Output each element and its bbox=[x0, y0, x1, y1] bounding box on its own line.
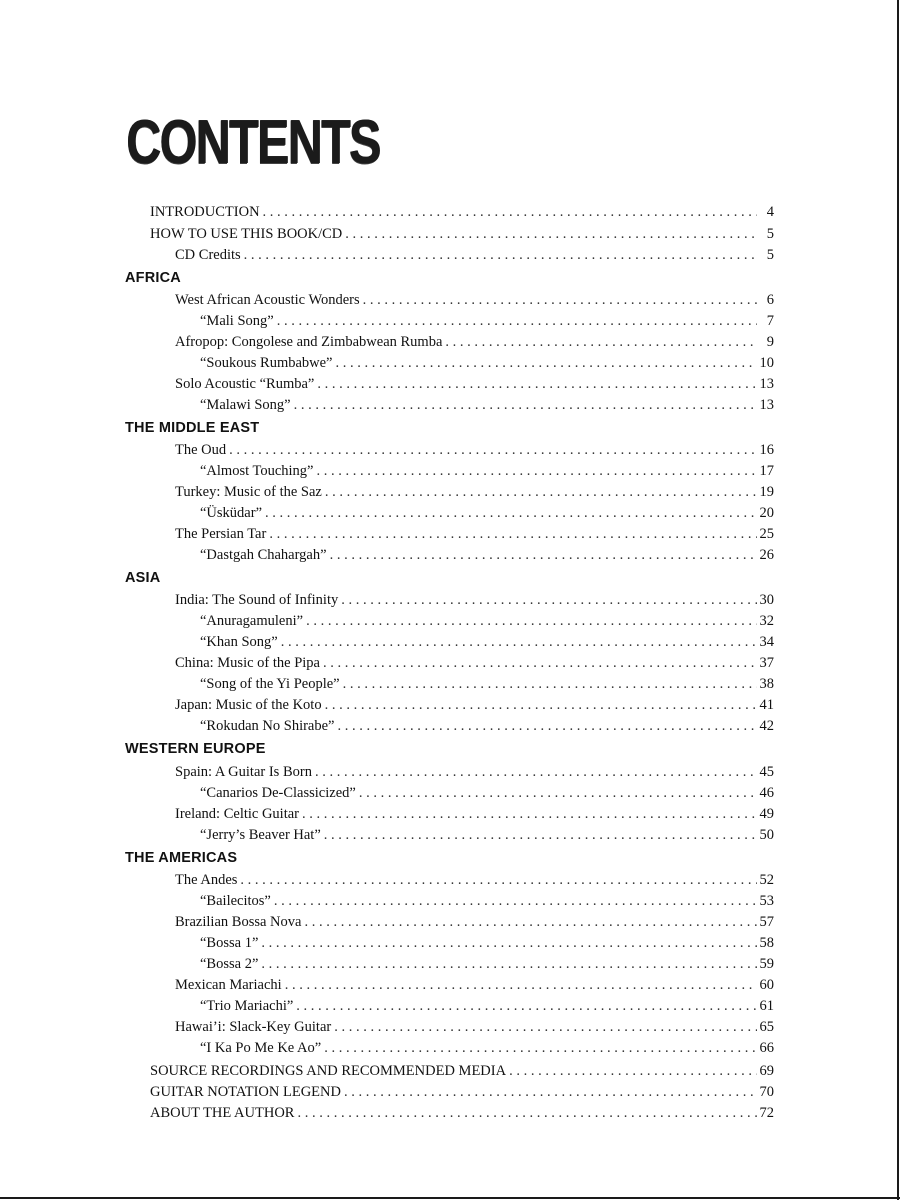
toc-entry-label: “Malawi Song” bbox=[200, 397, 291, 413]
leader-dots bbox=[302, 804, 756, 825]
section-heading-middle-east: THE MIDDLE EAST bbox=[125, 420, 260, 436]
leader-dots bbox=[324, 825, 757, 846]
toc-entry[interactable] bbox=[200, 311, 774, 332]
leader-dots bbox=[274, 891, 757, 912]
toc-entry-label: “Mali Song” bbox=[200, 313, 274, 329]
leader-dots bbox=[304, 912, 756, 933]
toc-entry-label: “I Ka Po Me Ke Ao” bbox=[200, 1040, 322, 1056]
leader-dots bbox=[244, 245, 757, 266]
toc-entry[interactable] bbox=[150, 202, 774, 223]
toc-entry-label: CD Credits bbox=[175, 247, 241, 263]
leader-dots bbox=[344, 1082, 757, 1103]
toc-entry-label: “Jerry’s Beaver Hat” bbox=[200, 827, 321, 843]
leader-dots bbox=[325, 695, 757, 716]
toc-entry-label: Mexican Mariachi bbox=[175, 977, 282, 993]
toc-entry-label: Ireland: Celtic Guitar bbox=[175, 806, 300, 822]
toc-entry-page: 60 bbox=[759, 977, 774, 993]
toc-entry-label: INTRODUCTION bbox=[150, 204, 260, 220]
toc-entry-page: 9 bbox=[766, 334, 774, 350]
toc-entry-label: GUITAR NOTATION LEGEND bbox=[150, 1084, 341, 1100]
toc-entry-page: 50 bbox=[759, 827, 774, 843]
toc-entry[interactable] bbox=[200, 353, 774, 374]
leader-dots bbox=[317, 374, 756, 395]
toc-entry[interactable] bbox=[200, 461, 774, 482]
toc-entry[interactable] bbox=[175, 1017, 774, 1038]
toc-entry[interactable] bbox=[200, 1038, 774, 1059]
toc-entry[interactable] bbox=[175, 332, 774, 353]
toc-entry-label: Afropop: Congolese and Zimbabwean Rumba bbox=[175, 334, 443, 350]
leader-dots bbox=[281, 632, 757, 653]
leader-dots bbox=[306, 611, 756, 632]
toc-entry[interactable] bbox=[200, 395, 774, 416]
toc-entry-page: 65 bbox=[759, 1019, 774, 1035]
toc-entry-label: Solo Acoustic “Rumba” bbox=[175, 376, 315, 392]
toc-entry-page: 4 bbox=[766, 204, 774, 220]
toc-entry[interactable] bbox=[175, 870, 774, 891]
toc-entry-label: The Persian Tar bbox=[175, 526, 267, 542]
toc-entry-label: “Song of the Yi People” bbox=[200, 676, 340, 692]
toc-entry[interactable] bbox=[200, 825, 774, 846]
leader-dots bbox=[323, 653, 757, 674]
leader-dots bbox=[341, 590, 756, 611]
toc-entry[interactable] bbox=[175, 482, 774, 503]
toc-entry[interactable] bbox=[175, 912, 774, 933]
toc-entry[interactable] bbox=[150, 1103, 774, 1124]
toc-entry[interactable] bbox=[175, 653, 774, 674]
toc-entry-label: “Bossa 2” bbox=[200, 956, 259, 972]
leader-dots bbox=[261, 954, 756, 975]
toc-entry-page: 13 bbox=[759, 397, 774, 413]
toc-entry[interactable] bbox=[175, 695, 774, 716]
toc-entry[interactable] bbox=[150, 1082, 774, 1103]
toc-entry[interactable] bbox=[175, 590, 774, 611]
toc-entry-page: 7 bbox=[766, 313, 774, 329]
toc-entry-page: 16 bbox=[759, 442, 774, 458]
toc-entry-page: 53 bbox=[759, 893, 774, 909]
toc-entry-page: 69 bbox=[759, 1063, 774, 1079]
toc-entry-page: 30 bbox=[759, 592, 774, 608]
leader-dots bbox=[265, 503, 756, 524]
toc-entry[interactable] bbox=[200, 632, 774, 653]
leader-dots bbox=[297, 1103, 756, 1124]
toc-entry-page: 45 bbox=[759, 764, 774, 780]
leader-dots bbox=[269, 524, 756, 545]
leader-dots bbox=[296, 996, 756, 1017]
toc-entry-page: 42 bbox=[759, 718, 774, 734]
page-title: CONTENTS bbox=[126, 108, 380, 177]
toc-entry-page: 25 bbox=[759, 526, 774, 542]
toc-entry-page: 10 bbox=[759, 355, 774, 371]
toc-entry[interactable] bbox=[200, 716, 774, 737]
toc-entry-page: 57 bbox=[759, 914, 774, 930]
leader-dots bbox=[240, 870, 756, 891]
toc-entry-label: The Andes bbox=[175, 872, 238, 888]
toc-entry-label: India: The Sound of Infinity bbox=[175, 592, 339, 608]
toc-entry-page: 5 bbox=[766, 226, 774, 242]
leader-dots bbox=[338, 716, 757, 737]
leader-dots bbox=[325, 482, 757, 503]
toc-entry-label: “Canarios De-Classicized” bbox=[200, 785, 356, 801]
leader-dots bbox=[229, 440, 756, 461]
section-heading-americas: THE AMERICAS bbox=[125, 850, 238, 866]
toc-entry[interactable] bbox=[175, 374, 774, 395]
toc-entry-label: “Rokudan No Shirabe” bbox=[200, 718, 335, 734]
toc-entry-page: 20 bbox=[759, 505, 774, 521]
toc-entry[interactable] bbox=[150, 1061, 774, 1082]
leader-dots bbox=[359, 783, 757, 804]
toc-entry-page: 13 bbox=[759, 376, 774, 392]
toc-entry[interactable] bbox=[175, 762, 774, 783]
toc-entry-page: 61 bbox=[759, 998, 774, 1014]
toc-entry-label: China: Music of the Pipa bbox=[175, 655, 320, 671]
toc-entry-page: 37 bbox=[759, 655, 774, 671]
toc-entry[interactable] bbox=[200, 933, 774, 954]
toc-entry[interactable] bbox=[175, 440, 774, 461]
toc-entry-page: 34 bbox=[759, 634, 774, 650]
toc-entry-label: “Almost Touching” bbox=[200, 463, 314, 479]
toc-entry-label: “Dastgah Chahargah” bbox=[200, 547, 327, 563]
toc-entry-page: 38 bbox=[759, 676, 774, 692]
leader-dots bbox=[345, 224, 757, 245]
toc-entry-label: “Bossa 1” bbox=[200, 935, 259, 951]
toc-entry-label: West African Acoustic Wonders bbox=[175, 292, 360, 308]
section-heading-africa: AFRICA bbox=[125, 270, 181, 286]
toc-entry-page: 19 bbox=[759, 484, 774, 500]
leader-dots bbox=[315, 762, 757, 783]
leader-dots bbox=[509, 1061, 756, 1082]
toc-entry-label: The Oud bbox=[175, 442, 227, 458]
toc-entry-page: 6 bbox=[766, 292, 774, 308]
section-heading-western-europe: WESTERN EUROPE bbox=[125, 741, 266, 757]
toc-entry[interactable] bbox=[200, 996, 774, 1017]
toc-entry-page: 66 bbox=[759, 1040, 774, 1056]
toc-entry-page: 32 bbox=[759, 613, 774, 629]
toc-entry[interactable] bbox=[175, 524, 774, 545]
toc-entry-page: 58 bbox=[759, 935, 774, 951]
toc-entry[interactable] bbox=[150, 224, 774, 245]
toc-entry-page: 49 bbox=[759, 806, 774, 822]
toc-entry-label: SOURCE RECORDINGS AND RECOMMENDED MEDIA bbox=[150, 1063, 507, 1079]
toc-entry-label: “Üsküdar” bbox=[200, 505, 263, 521]
toc-entry-label: HOW TO USE THIS BOOK/CD bbox=[150, 226, 343, 242]
toc-entry[interactable] bbox=[175, 290, 774, 311]
toc-entry-label: “Trio Mariachi” bbox=[200, 998, 294, 1014]
toc-entry-page: 72 bbox=[759, 1105, 774, 1121]
toc-entry[interactable] bbox=[200, 611, 774, 632]
toc-entry[interactable] bbox=[200, 503, 774, 524]
toc-entry-page: 52 bbox=[759, 872, 774, 888]
leader-dots bbox=[330, 545, 757, 566]
toc-entry-label: “Anuragamuleni” bbox=[200, 613, 304, 629]
toc-entry-label: Japan: Music of the Koto bbox=[175, 697, 322, 713]
toc-entry-page: 5 bbox=[766, 247, 774, 263]
toc-entry-page: 26 bbox=[759, 547, 774, 563]
leader-dots bbox=[317, 461, 757, 482]
leader-dots bbox=[294, 395, 757, 416]
toc-entry-page: 41 bbox=[759, 697, 774, 713]
leader-dots bbox=[277, 311, 757, 332]
page-edge-bottom bbox=[0, 1197, 900, 1199]
toc-entry[interactable] bbox=[175, 975, 774, 996]
toc-entry-page: 59 bbox=[759, 956, 774, 972]
toc-entry-label: ABOUT THE AUTHOR bbox=[150, 1105, 295, 1121]
toc-entry-label: Hawai’i: Slack-Key Guitar bbox=[175, 1019, 332, 1035]
leader-dots bbox=[343, 674, 757, 695]
leader-dots bbox=[336, 353, 757, 374]
toc-entry[interactable] bbox=[200, 891, 774, 912]
toc-entry[interactable] bbox=[200, 545, 774, 566]
leader-dots bbox=[334, 1017, 756, 1038]
toc-entry[interactable] bbox=[175, 804, 774, 825]
leader-dots bbox=[263, 202, 757, 223]
toc-entry-label: Turkey: Music of the Saz bbox=[175, 484, 322, 500]
toc-entry-page: 70 bbox=[759, 1084, 774, 1100]
toc-entry[interactable] bbox=[175, 245, 774, 266]
leader-dots bbox=[324, 1038, 756, 1059]
toc-entry[interactable] bbox=[200, 954, 774, 975]
toc-entry-label: Brazilian Bossa Nova bbox=[175, 914, 302, 930]
leader-dots bbox=[261, 933, 756, 954]
leader-dots bbox=[363, 290, 757, 311]
leader-dots bbox=[285, 975, 757, 996]
toc-entry-page: 17 bbox=[759, 463, 774, 479]
toc-entry-page: 46 bbox=[759, 785, 774, 801]
leader-dots bbox=[445, 332, 757, 353]
toc-entry-label: “Khan Song” bbox=[200, 634, 278, 650]
toc-entry-label: “Soukous Rumbabwe” bbox=[200, 355, 333, 371]
page-edge-right bbox=[897, 0, 899, 1200]
section-heading-asia: ASIA bbox=[125, 570, 161, 586]
toc-entry[interactable] bbox=[200, 783, 774, 804]
toc-entry-label: “Bailecitos” bbox=[200, 893, 271, 909]
toc-entry[interactable] bbox=[200, 674, 774, 695]
toc-entry-label: Spain: A Guitar Is Born bbox=[175, 764, 312, 780]
